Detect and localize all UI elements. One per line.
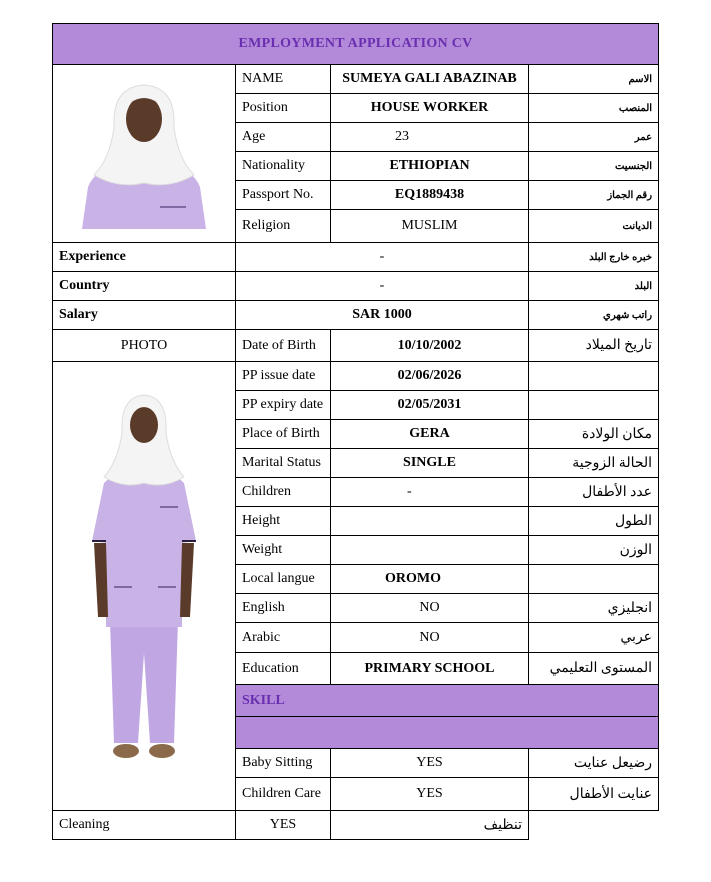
experience-label: Experience xyxy=(53,243,236,272)
weight-label: Weight xyxy=(236,536,331,565)
age-arabic: عمر xyxy=(529,123,659,152)
children-label: Children xyxy=(236,478,331,507)
country-label: Country xyxy=(53,272,236,301)
english-value: NO xyxy=(331,594,529,623)
height-label: Height xyxy=(236,507,331,536)
height-value xyxy=(331,507,529,536)
pp-issue-arabic xyxy=(529,362,659,391)
salary-value: SAR 1000 xyxy=(236,301,529,330)
birthplace-value: GERA xyxy=(331,420,529,449)
marital-label: Marital Status xyxy=(236,449,331,478)
cv-title: EMPLOYMENT APPLICATION CV xyxy=(53,24,659,65)
nationality-arabic: الجنسيت xyxy=(529,152,659,181)
experience-value: - xyxy=(236,243,529,272)
nationality-label: Nationality xyxy=(236,152,331,181)
birthplace-label: Place of Birth xyxy=(236,420,331,449)
pp-issue-value: 02/06/2026 xyxy=(331,362,529,391)
dob-label: Date of Birth xyxy=(236,330,331,362)
baby-sitting-label: Baby Sitting xyxy=(236,749,331,778)
children-care-arabic: عنايت الأطفال xyxy=(529,778,659,811)
age-label: Age xyxy=(236,123,331,152)
birthplace-arabic: مكان الولادة xyxy=(529,420,659,449)
salary-label: Salary xyxy=(53,301,236,330)
weight-value xyxy=(331,536,529,565)
local-language-label: Local langue xyxy=(236,565,331,594)
pp-expiry-label: PP expiry date xyxy=(236,391,331,420)
religion-value: MUSLIM xyxy=(331,210,529,243)
skill-blank-row xyxy=(236,717,659,749)
children-value: - xyxy=(331,478,529,507)
photo-label: PHOTO xyxy=(53,330,236,362)
dob-arabic: تاريخ الميلاد xyxy=(529,330,659,362)
height-arabic: الطول xyxy=(529,507,659,536)
children-arabic: عدد الأطفال xyxy=(529,478,659,507)
passport-value: EQ1889438 xyxy=(331,181,529,210)
age-value: 23 xyxy=(331,123,529,152)
full-body-photo-figure xyxy=(74,391,214,781)
marital-value: SINGLE xyxy=(331,449,529,478)
arabic-value: NO xyxy=(331,623,529,653)
cleaning-label: Cleaning xyxy=(53,811,236,840)
education-arabic: المستوى التعليمي xyxy=(529,653,659,685)
education-label: Education xyxy=(236,653,331,685)
cv-table xyxy=(52,23,659,840)
position-value: HOUSE WORKER xyxy=(331,94,529,123)
weight-arabic: الوزن xyxy=(529,536,659,565)
local-language-arabic xyxy=(529,565,659,594)
local-language-value: OROMO xyxy=(331,565,529,594)
skill-header: SKILL xyxy=(236,685,659,717)
pp-issue-label: PP issue date xyxy=(236,362,331,391)
name-arabic: الاسم xyxy=(529,65,659,94)
pp-expiry-arabic xyxy=(529,391,659,420)
experience-arabic: خبره خارج البلد xyxy=(529,243,659,272)
baby-sitting-arabic: رضيعل عنايت xyxy=(529,749,659,778)
children-care-label: Children Care xyxy=(236,778,331,811)
marital-arabic: الحالة الزوجية xyxy=(529,449,659,478)
full-body-photo xyxy=(53,362,236,811)
position-label: Position xyxy=(236,94,331,123)
name-label: NAME xyxy=(236,65,331,94)
salary-arabic: راتب شهري xyxy=(529,301,659,330)
passport-label: Passport No. xyxy=(236,181,331,210)
country-value: - xyxy=(236,272,529,301)
portrait-photo-figure xyxy=(74,79,214,229)
name-value: SUMEYA GALI ABAZINAB xyxy=(331,65,529,94)
religion-arabic: الديانت xyxy=(529,210,659,243)
portrait-photo xyxy=(53,65,236,243)
nationality-value: ETHIOPIAN xyxy=(331,152,529,181)
education-value: PRIMARY SCHOOL xyxy=(331,653,529,685)
religion-label: Religion xyxy=(236,210,331,243)
cleaning-value: YES xyxy=(236,811,331,840)
country-arabic: البلد xyxy=(529,272,659,301)
cleaning-arabic: تنظيف xyxy=(331,811,529,840)
children-care-value: YES xyxy=(331,778,529,811)
dob-value: 10/10/2002 xyxy=(331,330,529,362)
position-arabic: المنصب xyxy=(529,94,659,123)
english-label: English xyxy=(236,594,331,623)
pp-expiry-value: 02/05/2031 xyxy=(331,391,529,420)
baby-sitting-value: YES xyxy=(331,749,529,778)
passport-arabic: رقم الجماز xyxy=(529,181,659,210)
english-arabic: انجليزي xyxy=(529,594,659,623)
arabic-label: Arabic xyxy=(236,623,331,653)
arabic-arabic: عربي xyxy=(529,623,659,653)
